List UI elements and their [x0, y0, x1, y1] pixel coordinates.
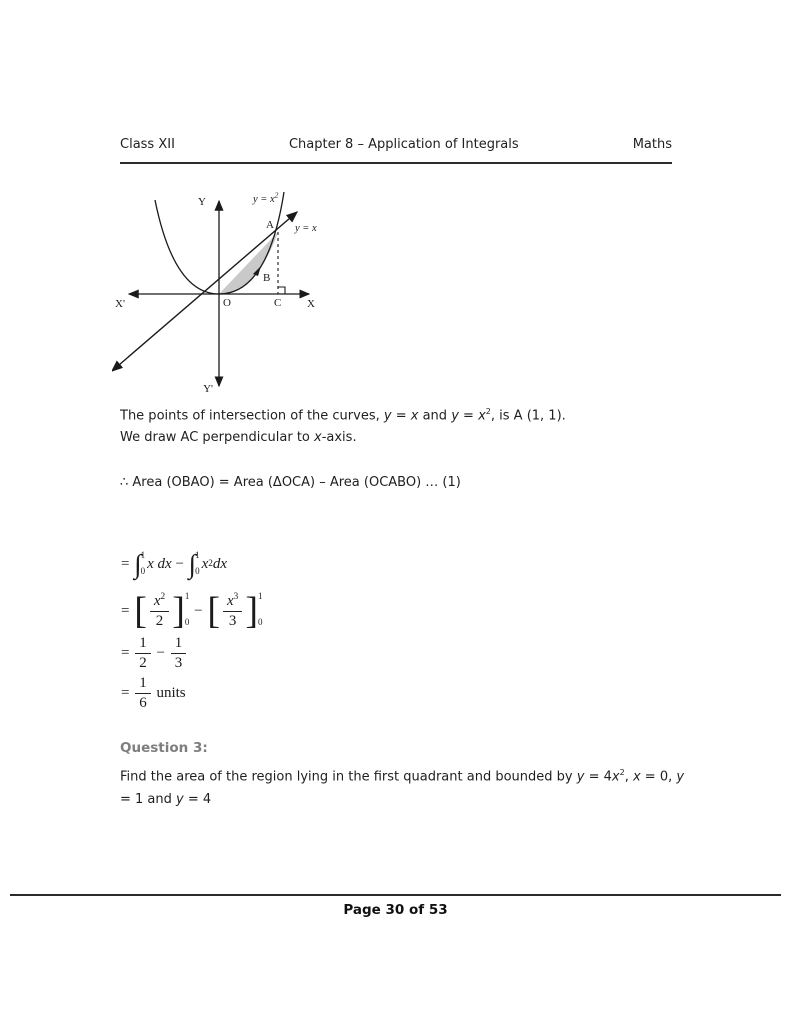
label-point-c: C	[274, 297, 282, 309]
page-number: Page 30 of 53	[343, 902, 448, 918]
graph-svg	[112, 184, 334, 396]
equation-evaluated-brackets: = [ $\frac{x^2}{2}$ ] 1 0 − [ $\frac{x^3}{3}$ ] 1 0	[121, 590, 263, 632]
label-y-axis: Y	[198, 196, 206, 208]
area-relation: ∴ Area (OBAO) = Area (ΔOCA) – Area (OCABO) … (1)	[120, 475, 461, 490]
page-header	[120, 137, 672, 164]
figure-graph	[112, 184, 334, 400]
label-point-b: B	[263, 272, 271, 284]
equation-fractions: = $\frac{1}{2}$ − $\frac{1}{3}$	[121, 633, 188, 673]
right-angle-mark	[278, 287, 285, 294]
label-y-axis-neg: Y'	[203, 383, 213, 395]
para-intersection: The points of intersection of the curves, y = x and $y = x^2$, is A (1, 1).	[120, 407, 566, 424]
header-subject: Maths	[632, 137, 672, 152]
para-perpendicular: We draw AC perpendicular to x-axis.	[120, 430, 357, 445]
footer-rule	[10, 894, 781, 896]
question-heading: Question 3:	[120, 740, 208, 756]
equation-result: = $\frac{1}{6}$ units	[121, 674, 186, 711]
label-curve-parabola: $y = x^2$	[253, 190, 279, 205]
shaded-region	[219, 232, 278, 294]
curve-line-y-equals-x	[112, 212, 297, 371]
label-point-a: A	[266, 219, 274, 231]
header-chapter-title: Chapter 8 – Application of Integrals	[288, 137, 519, 152]
label-origin: O	[223, 297, 231, 309]
label-x-axis: X	[307, 298, 315, 310]
question-text-line2: = 1 and y = 4	[120, 792, 212, 807]
label-curve-line: y = x	[295, 223, 317, 234]
label-x-axis-neg: X'	[115, 298, 125, 310]
equation-integrals: = ∫ 1 0 x dx − ∫ 1 0 x 2 dx	[121, 549, 228, 579]
header-class: Class XII	[120, 137, 175, 152]
question-text-line1: Find the area of the region lying in the first quadrant and bounded by $y = 4x^2$, x = 0, y	[120, 768, 685, 785]
